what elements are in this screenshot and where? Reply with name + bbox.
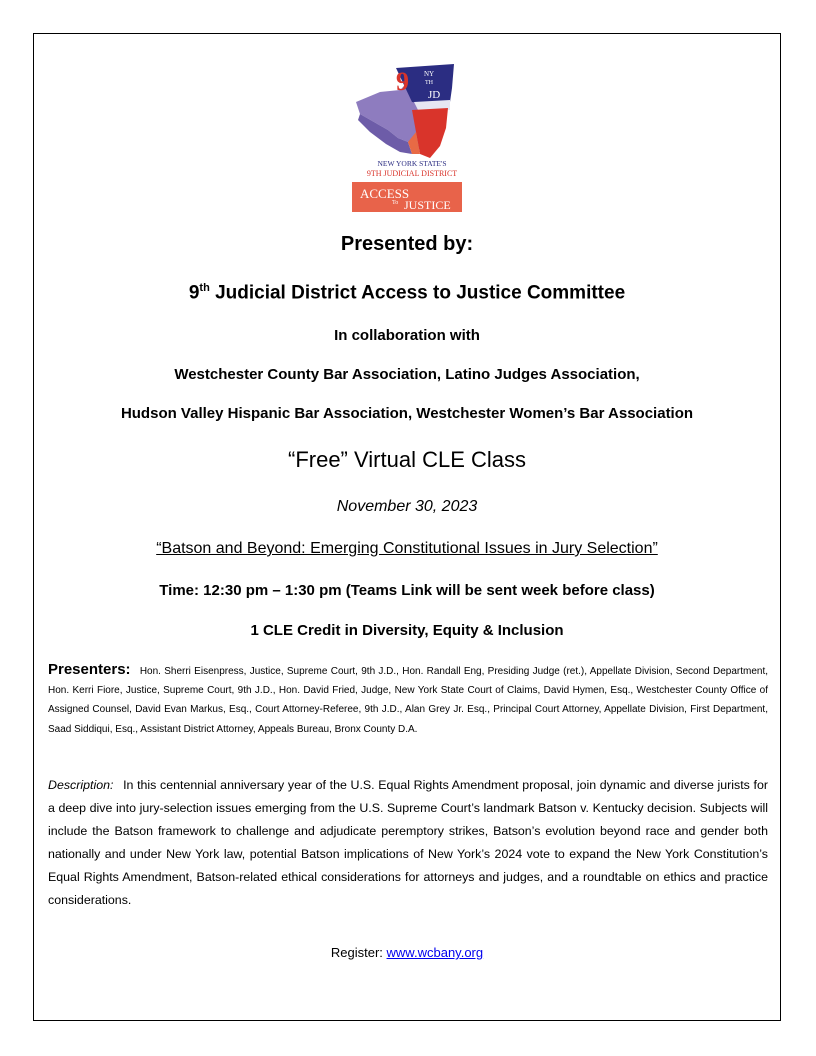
description-label: Description: [48,778,114,792]
presented-by-heading: Presented by: [340,233,474,255]
credit-line: 1 CLE Credit in Diversity, Equity & Inclusion [250,622,564,639]
presenters-text: Hon. Sherri Eisenpress, Justice, Supreme Court, 9th J.D., Hon. Randall Eng, Presiding Judge (ret.), Appellate Division, Second Department, Hon. Kerri Fiore, Justice, Supreme Court, 9th J.D., Hon. David Fried, Judge, New York State Court of Claims, David Hymen, Esq., Westchester County Office of Assigned Counsel, David Evan Markus, Esq., Court Attorney-Referee, 9th J.D., Alan Grey Jr. Esq., Principal Court Attorney, Appellate Division, First Department, Saad Siddiqui, Esq., Assistant District Attorney, Appeals Bureau, Bronx County D.A. [48,666,769,735]
logo-to: To [392,200,399,206]
logo-access: ACCESS [360,186,410,201]
associations-line-1: Westchester County Bar Association, Latino Judges Association, [174,366,640,383]
committee-heading [34,282,780,304]
presenters-label: Presenters: [48,661,131,678]
committee-ordinal: 9 [188,282,200,304]
district-logo [350,62,474,214]
collaboration-line: In collaboration with [334,327,480,344]
logo-district-line: 9TH JUDICIAL DISTRICT [366,169,458,178]
ny-map-flag-icon [350,62,474,214]
event-date: November 30, 2023 [336,498,478,515]
logo-district-number: 9 [396,67,409,96]
committee-ordinal-suffix: th [199,282,210,294]
course-title-text: “Batson and Beyond: Emerging Constitutional Issues in Jury Selection” [156,540,658,557]
description-paragraph [48,774,768,912]
register-line [34,945,780,960]
logo-th: TH [425,80,433,86]
presenters-paragraph [48,660,768,739]
logo-state-line: NEW YORK STATE'S [377,159,447,168]
logo-jd: JD [428,89,441,101]
associations-line-2: Hudson Valley Hispanic Bar Association, Westchester Women’s Bar Association [120,405,694,422]
committee-name: Judicial District Access to Justice Committee [209,282,626,304]
description-text: In this centennial anniversary year of the U.S. Equal Rights Amendment proposal, join dynamic and diverse jurists for a deep dive into jury-selection issues emerging from the U.S. Supreme Court’s landmark Batson v. Kentucky decision. Subjects will include the Batson framework to challenge and adjudicate peremptory strikes, Batson’s evolution beyond race and gender both nationally and under New York law, potential Batson implications of New York’s 2024 vote to expand the New York Constitution’s Equal Rights Amendment, Batson-related ethical considerations for attorneys and judges, and a roundtable on ethics and practice considerations. [48,778,768,907]
class-title: “Free” Virtual CLE Class [288,447,526,472]
time-line: Time: 12:30 pm – 1:30 pm (Teams Link will be sent week before class) [159,582,655,599]
logo-ny: NY [424,70,435,78]
register-label: Register: [330,945,387,960]
course-title [34,540,780,558]
logo-justice: JUSTICE [404,198,451,212]
register-link[interactable]: www.wcbany.org [386,945,484,960]
